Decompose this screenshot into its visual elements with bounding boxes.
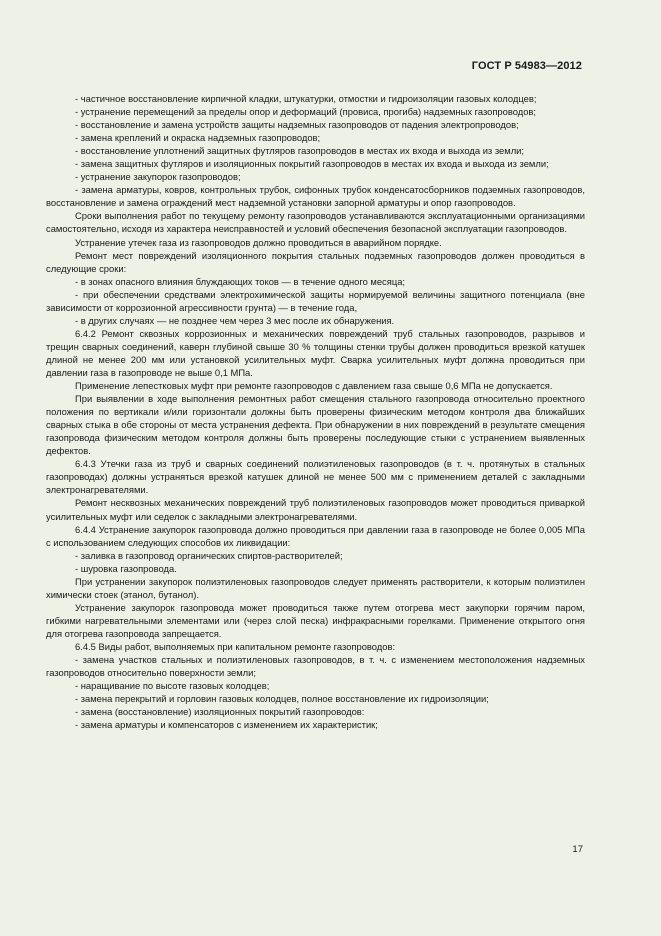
paragraph: - замена (восстановление) изоляционных покрытий газопроводов: <box>75 706 365 718</box>
paragraph: Сроки выполнения работ по текущему ремонту газопроводов устанавливаются эксплуатационными организациями самостоятельно, исходя из характера неисправностей и условий обеспечения безопасной эксплуатации газопроводов. <box>46 210 585 235</box>
paragraph: - при обеспечении средствами электрохимической защиты нормируемой величины защитного потенциала (вне зависимости от коррозионной агрессивности грунта) — в течение года, <box>46 288 585 313</box>
paragraph: 6.4.5 Виды работ, выполняемых при капитальном ремонте газопроводов: <box>75 640 396 652</box>
paragraph: - замена креплений и окраска надземных газопроводов; <box>75 132 321 144</box>
paragraph: - устранение закупорок газопроводов; <box>75 171 241 183</box>
paragraph: - замена арматуры, ковров, контрольных трубок, сифонных трубок конденсатосборников подземных газопроводов, восстановление и замена ограждений мест надземной установки запорной арматуры и опор газопроводов. <box>46 184 585 209</box>
paragraph: 6.4.4 Устранение закупорок газопровода должно проводиться при давлении газа в газопроводе не более 0,005 МПа с использованием следующих способов их ликвидации: <box>46 523 585 548</box>
page-number: 17 <box>572 844 583 855</box>
paragraph: Ремонт несквозных механических повреждений труб полиэтиленовых газопроводов может проводиться приваркой усилительных муфт или седелок с закладными электронагревателями. <box>46 497 585 522</box>
paragraph: - восстановление и замена устройств защиты надземных газопроводов от падения электропроводов; <box>75 119 519 131</box>
paragraph: - замена участков стальных и полиэтиленовых газопроводов, в т. ч. с изменением местоположения надземных газопроводов относительно поверхности земли; <box>46 654 585 679</box>
paragraph: Применение лепестковых муфт при ремонте газопроводов с давлением газа свыше 0,6 МПа не допускается. <box>75 380 553 392</box>
paragraph: 6.4.2 Ремонт сквозных коррозионных и механических повреждений труб стальных газопроводов, разрывов и трещин сварных соединений, каверн глубиной свыше 30 % толщины стенки трубы должен проводиться врезкой катушек длиной не менее 200 мм или установкой усилительных муфт. Сварка усилительных муфт должна проводиться при давлении газа в газопроводе не выше 0,1 МПа. <box>46 327 585 378</box>
paragraph: Ремонт мест повреждений изоляционного покрытия стальных подземных газопроводов должен проводиться в следующие сроки: <box>46 249 585 274</box>
paragraph: - замена перекрытий и горловин газовых колодцев, полное восстановление их гидроизоляции; <box>75 693 489 705</box>
paragraph: При выявлении в ходе выполнения ремонтных работ смещения стального газопровода относительно проектного положения по вертикали и/или горизонтали должны быть проверены физическим методом контроля два ближайших сварных стыка в обе стороны от места устранения дефекта. При обнаружении в них повреждений в результате смещения газопровода физическим методом контроля должны быть проверены последующие стыки с устранением выявленных дефектов. <box>46 393 585 457</box>
paragraph: - замена защитных футляров и изоляционных покрытий газопроводов в местах их входа и выхода из земли; <box>75 158 549 170</box>
paragraph: - в других случаях — не позднее чем через 3 мес после их обнаружения. <box>75 314 395 326</box>
paragraph: - замена арматуры и компенсаторов с изменением их характеристик; <box>75 719 378 731</box>
paragraph: - заливка в газопровод органических спиртов-растворителей; <box>75 549 343 561</box>
standard-code-header: ГОСТ Р 54983—2012 <box>471 60 582 72</box>
paragraph: - восстановление уплотнений защитных футляров газопроводов в местах их входа и выхода из земли; <box>75 145 525 157</box>
paragraph: Устранение закупорок газопровода может проводиться также путем отогрева мест закупорки горячим паром, гибкими нагревательными элементами или (через слой песка) инфракрасными горелками. Применение открытого огня для отогрева газопровода запрещается. <box>46 601 585 639</box>
paragraph: При устранении закупорок полиэтиленовых газопроводов следует применять растворители, к которым полиэтилен химически стоек (этанол, бутанол). <box>46 575 585 600</box>
paragraph: - устранение перемещений за пределы опор и деформаций (провиса, прогиба) надземных газопроводов; <box>75 106 537 118</box>
paragraph: Устранение утечек газа из газопроводов должно проводиться в аварийном порядке. <box>75 236 442 248</box>
paragraph: 6.4.3 Утечки газа из труб и сварных соединений полиэтиленовых газопроводов (в т. ч. протянутых в стальных газопроводах) должны устраняться врезкой катушек длиной не менее 500 мм с применением деталей с закладными электронагревателями. <box>46 458 585 496</box>
body-text <box>46 92 585 731</box>
paragraph: - в зонах опасного влияния блуждающих токов — в течение одного месяца; <box>75 275 406 287</box>
paragraph: - наращивание по высоте газовых колодцев; <box>75 680 270 692</box>
paragraph: - частичное восстановление кирпичной кладки, штукатурки, отмостки и гидроизоляции газовых колодцев; <box>75 93 537 104</box>
paragraph: - шуровка газопровода. <box>75 562 177 574</box>
